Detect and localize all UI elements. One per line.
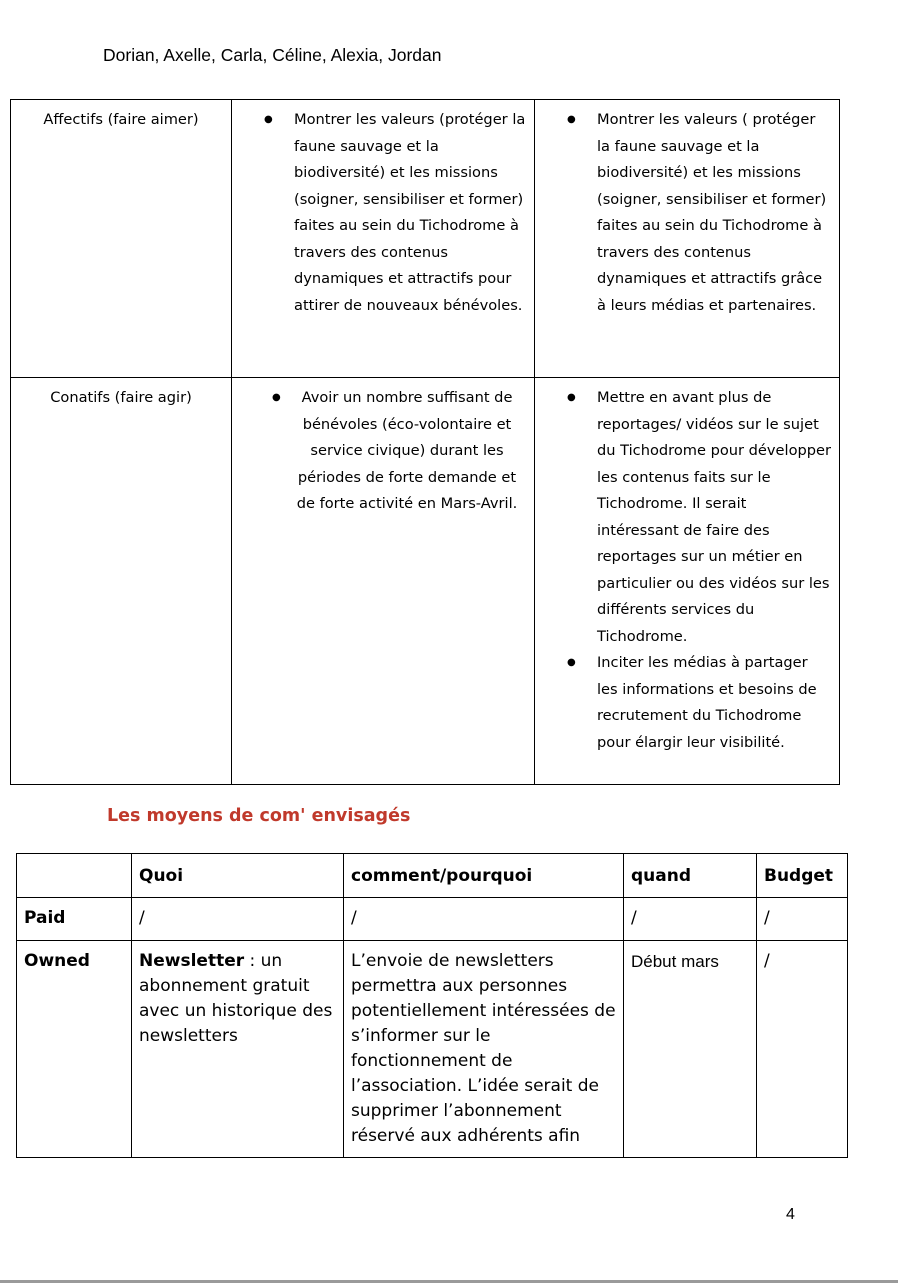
objective-cell xyxy=(535,378,840,785)
cell-budget: / xyxy=(757,898,848,941)
cell-quoi xyxy=(132,941,344,1158)
section-title: Les moyens de com' envisagés xyxy=(107,806,411,826)
table-header-row xyxy=(17,854,848,898)
objective-cell xyxy=(232,378,535,785)
bullet-list xyxy=(232,378,534,524)
page-number: 4 xyxy=(786,1206,795,1223)
cell-budget: / xyxy=(757,941,848,1158)
header-cell: quand xyxy=(624,854,757,898)
objective-cell xyxy=(535,100,840,378)
cell-comment: L’envoie de newsletters permettra aux personnes potentiellement intéressées de s’informer sur le fonctionnement de l’association. L’idée serait de supprimer l’abonnement réservé aux adhérents afin xyxy=(344,941,624,1158)
newsletter-label: Newsletter xyxy=(139,951,245,971)
bullet-list xyxy=(232,100,534,325)
means-table xyxy=(16,853,848,1158)
newsletter-description: : un abonnement gratuit avec un historique des newsletters xyxy=(139,951,333,1046)
table-row xyxy=(17,941,848,1158)
bullet-list xyxy=(535,100,839,325)
header-cell: Budget xyxy=(757,854,848,898)
row-label-paid: Paid xyxy=(17,898,132,941)
list-item: ● Montrer les valeurs ( protéger la faune sauvage et la biodiversité) et les missions (soigner, sensibiliser et former) faites au sein du Tichodrome à travers des contenus dynamiques et attractifs grâce à leurs médias et partenaires. xyxy=(597,107,831,319)
cell-quand: Début mars xyxy=(624,941,757,1158)
table-row xyxy=(17,898,848,941)
objective-cell xyxy=(232,100,535,378)
cell-comment: / xyxy=(344,898,624,941)
table-row xyxy=(11,100,840,378)
header-cell: comment/pourquoi xyxy=(344,854,624,898)
row-label-conatifs: Conatifs (faire agir) xyxy=(11,378,232,785)
list-item: ● Mettre en avant plus de reportages/ vidéos sur le sujet du Tichodrome pour développer les contenus faits sur le Tichodrome. Il serait intéressant de faire des reportages sur un métier en particulier ou des vidéos sur les différents services du Tichodrome. xyxy=(597,385,831,650)
list-item: ● Montrer les valeurs (protéger la faune sauvage et la biodiversité) et les missions (soigner, sensibiliser et former) faites au sein du Tichodrome à travers des contenus dynamiques et attractifs pour attirer de nouveaux bénévoles. xyxy=(294,107,526,319)
row-label-affectifs: Affectifs (faire aimer) xyxy=(11,100,232,378)
authors-header: Dorian, Axelle, Carla, Céline, Alexia, Jordan xyxy=(103,45,442,65)
cell-quand: / xyxy=(624,898,757,941)
cell-quoi: / xyxy=(132,898,344,941)
header-cell: Quoi xyxy=(132,854,344,898)
header-cell xyxy=(17,854,132,898)
table-row xyxy=(11,378,840,785)
page-divider xyxy=(0,1280,898,1283)
row-label-owned: Owned xyxy=(17,941,132,1158)
list-item: ● Inciter les médias à partager les informations et besoins de recrutement du Tichodrome pour élargir leur visibilité. xyxy=(597,650,831,756)
objectives-table xyxy=(10,99,840,785)
bullet-list xyxy=(535,378,839,762)
list-item: ● Avoir un nombre suffisant de bénévoles (éco-volontaire et service civique) durant les périodes de forte demande et de forte activité en Mars-Avril. xyxy=(290,385,524,518)
